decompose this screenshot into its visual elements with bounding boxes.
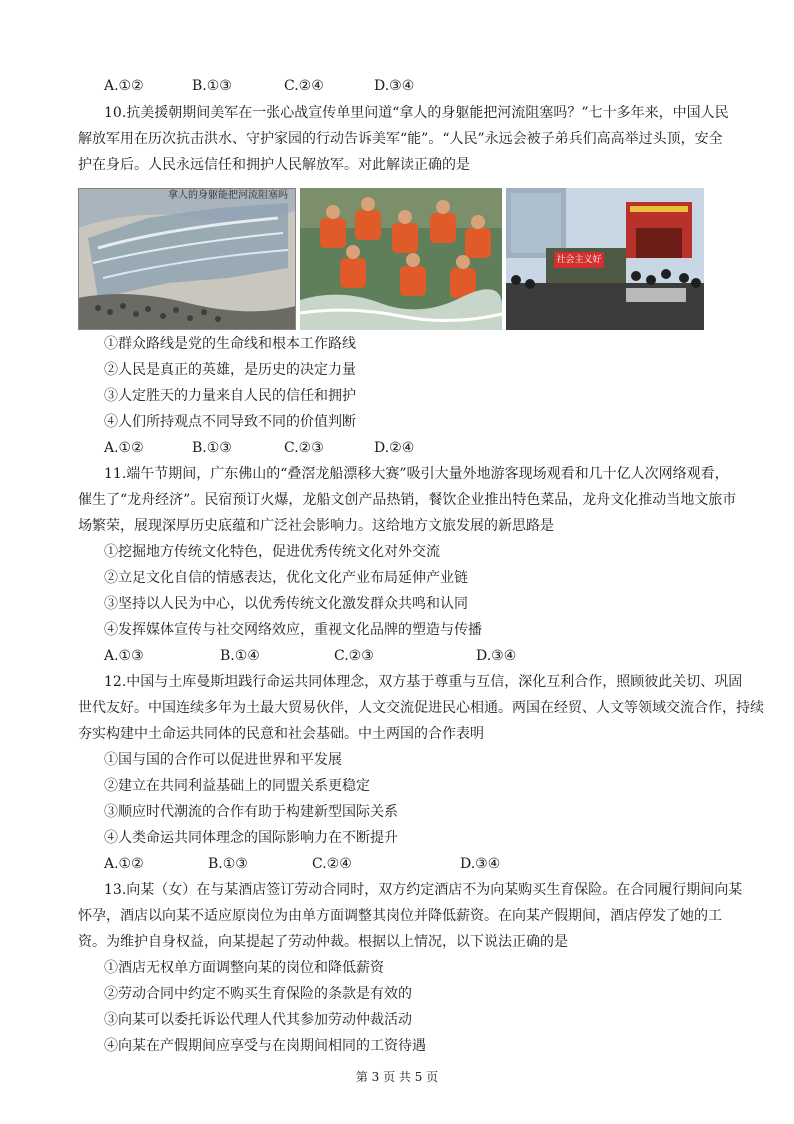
q13-stem-line-3: 资。为维护自身权益，向某提起了劳动仲裁。根据以上情况，以下说法正确的是 — [78, 934, 568, 950]
q12-option-4: ④人类命运共同体理念的国际影响力在不断提升 — [104, 830, 398, 846]
q10-option-4: ④人们所持观点不同导致不同的价值判断 — [104, 414, 356, 430]
q12-option-2: ②建立在共同利益基础上的同盟关系更稳定 — [104, 778, 370, 794]
q13-option-4: ④向某在产假期间应享受与在岗期间相同的工资待遇 — [104, 1038, 426, 1054]
q9-choice-d[interactable]: D.③④ — [374, 78, 415, 94]
q12-option-3: ③顺应时代潮流的合作有助于构建新型国际关系 — [104, 804, 398, 820]
q10-stem-line-2: 解放军用在历次抗击洪水、守护家园的行动告诉美军“能”。“人民”永远会被子弟兵们高高举过头顶，安全 — [78, 131, 723, 147]
q9-choice-c[interactable]: C.②④ — [284, 78, 324, 94]
q11-choice-a[interactable]: A.①③ — [104, 648, 144, 664]
q9-choice-b[interactable]: B.①③ — [192, 78, 232, 94]
q10-image-crowd-parade — [506, 188, 704, 330]
q11-stem-line-1: 11.端午节期间，广东佛山的“叠滘龙船漂移大赛”吸引大量外地游客现场观看和几十亿人次网络观看， — [104, 466, 729, 482]
q10-option-3: ③人定胜天的力量来自人民的信任和拥护 — [104, 388, 356, 404]
q11-option-3: ③坚持以人民为中心，以优秀传统文化激发群众共鸣和认同 — [104, 596, 468, 612]
q12-option-1: ①国与国的合作可以促进世界和平发展 — [104, 752, 342, 768]
q10-image-leaflet — [78, 188, 296, 330]
q12-choice-c[interactable]: C.②④ — [312, 856, 352, 872]
q11-option-4: ④发挥媒体宣传与社交网络效应，重视文化品牌的塑造与传播 — [104, 622, 482, 638]
q10-stem-line-1: 10.抗美援朝期间美军在一张心战宣传单里问道“拿人的身躯能把河流阻塞吗？”七十多年来，中国人民 — [104, 105, 729, 121]
q10-stem-line-3: 护在身后。人民永远信任和拥护人民解放军。对此解读正确的是 — [78, 157, 470, 173]
q11-stem-line-2: 催生了“龙舟经济”。民宿预订火爆，龙船文创产品热销，餐饮企业推出特色菜品，龙舟文化推动当地文旅市 — [78, 492, 737, 508]
q11-option-2: ②立足文化自信的情感表达，优化文化产业布局延伸产业链 — [104, 570, 468, 586]
q10-image-crowd-banner: 社会主义好 — [556, 255, 602, 265]
q10-option-2: ②人民是真正的英雄，是历史的决定力量 — [104, 362, 356, 378]
q10-choice-d[interactable]: D.②④ — [374, 440, 415, 456]
q10-image-strip — [78, 188, 704, 330]
q10-option-1: ①群众路线是党的生命线和根本工作路线 — [104, 336, 356, 352]
q12-choice-d[interactable]: D.③④ — [460, 856, 501, 872]
q13-stem-line-2: 怀孕，酒店以向某不适应原岗位为由单方面调整其岗位并降低薪资。在向某产假期间，酒店停发了她的工 — [78, 908, 722, 924]
q12-choice-b[interactable]: B.①③ — [208, 856, 248, 872]
q11-choice-d[interactable]: D.③④ — [476, 648, 517, 664]
q10-image-leaflet-caption: 拿人的身躯能把河流阻塞吗 — [168, 190, 288, 201]
page-footer: 第 3 页 共 5 页 — [355, 1070, 439, 1084]
q10-image-flood-rescue — [300, 188, 502, 330]
q10-choice-b[interactable]: B.①③ — [192, 440, 232, 456]
q13-option-3: ③向某可以委托诉讼代理人代其参加劳动仲裁活动 — [104, 1012, 412, 1028]
q13-option-2: ②劳动合同中约定不购买生育保险的条款是有效的 — [104, 986, 412, 1002]
q12-stem-line-1: 12.中国与土库曼斯坦践行命运共同体理念，双方基于尊重与互信，深化互利合作，照顾彼此关切、巩固 — [104, 674, 743, 690]
q11-option-1: ①挖掘地方传统文化特色，促进优秀传统文化对外交流 — [104, 544, 440, 560]
q12-stem-line-3: 夯实构建中土命运共同体的民意和社会基础。中土两国的合作表明 — [78, 726, 484, 742]
q9-choice-a[interactable]: A.①② — [104, 78, 144, 94]
q12-stem-line-2: 世代友好。中国连续多年为土最大贸易伙伴，人文交流促进民心相通。两国在经贸、人文等领域交流合作，持续 — [78, 700, 764, 716]
q10-choice-c[interactable]: C.②③ — [284, 440, 324, 456]
q13-stem-line-1: 13.向某（女）在与某酒店签订劳动合同时，双方约定酒店不为向某购买生育保险。在合同履行期间向某 — [104, 882, 743, 898]
q10-choice-a[interactable]: A.①② — [104, 440, 144, 456]
q11-stem-line-3: 场繁荣，展现深厚历史底蕴和广泛社会影响力。这给地方文旅发展的新思路是 — [78, 518, 554, 534]
q12-choice-a[interactable]: A.①② — [104, 856, 144, 872]
q11-choice-c[interactable]: C.②③ — [334, 648, 374, 664]
q13-option-1: ①酒店无权单方面调整向某的岗位和降低薪资 — [104, 960, 384, 976]
q11-choice-b[interactable]: B.①④ — [220, 648, 260, 664]
